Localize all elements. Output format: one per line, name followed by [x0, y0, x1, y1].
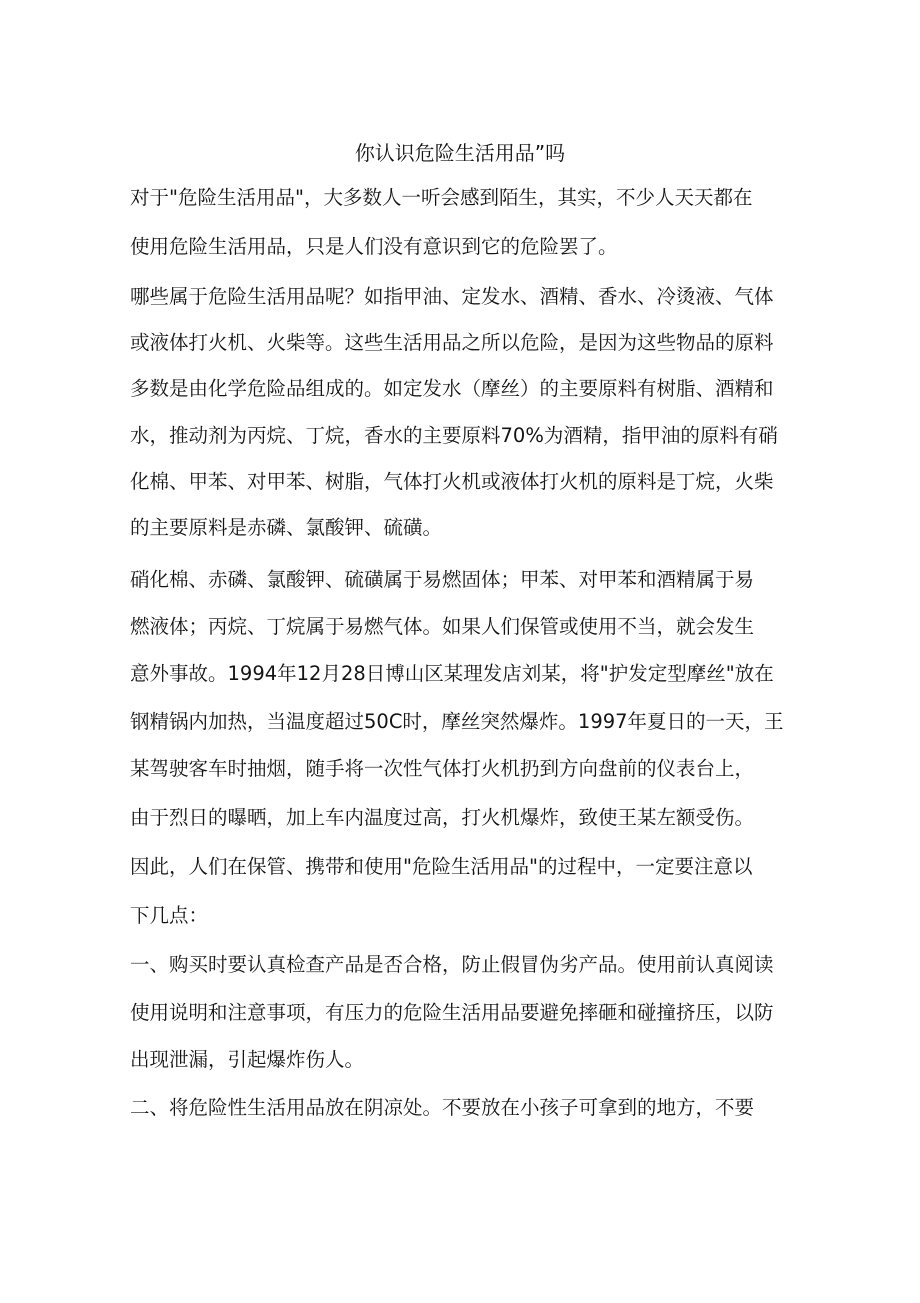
text-line: 使用说明和注意事项，有压力的危险生活用品要避免摔砸和碰撞挤压，以防	[130, 1001, 774, 1024]
text-line: 水，推动剂为丙烷、丁烷，香水的主要原料70%为酒精，指甲油的原料有硝	[130, 424, 778, 447]
text-line: 多数是由化学危险品组成的。如定发水（摩丝）的主要原料有树脂、酒精和	[130, 377, 774, 400]
text-line: 二、将危险性生活用品放在阴凉处。不要放在小孩子可拿到的地方，不要	[130, 1096, 755, 1119]
text-line: 使用危险生活用品，只是人们没有意识到它的危险罢了。	[130, 235, 618, 258]
text-line: 或液体打火机、火柴等。这些生活用品之所以危险，是因为这些物品的原料	[130, 331, 774, 354]
text-line: 哪些属于危险生活用品呢？如指甲油、定发水、酒精、香水、冷烫液、气体	[130, 285, 774, 308]
text-line: 化棉、甲苯、对甲苯、树脂，气体打火机或液体打火机的原料是丁烷，火柴	[130, 470, 774, 493]
text-line: 下几点：	[130, 904, 209, 927]
text-line: 硝化棉、赤磷、氯酸钾、硫磺属于易燃固体；甲苯、对甲苯和酒精属于易	[130, 568, 755, 591]
text-line: 一、购买时要认真检查产品是否合格，防止假冒伪劣产品。使用前认真阅读	[130, 953, 774, 976]
text-line: 意外事故。1994年12月28日博山区某理发店刘某，将"护发定型摩丝"放在	[130, 662, 774, 685]
text-line: 钢精锅内加热，当温度超过50C时，摩丝突然爆炸。1997年夏日的一天，王	[130, 710, 784, 733]
text-line: 燃液体；丙烷、丁烷属于易燃气体。如果人们保管或使用不当，就会发生	[130, 615, 755, 638]
text-line: 因此，人们在保管、携带和使用"危险生活用品"的过程中，一定要注意以	[130, 855, 753, 878]
text-line: 由于烈日的曝晒，加上车内温度过高，打火机爆炸，致使王某左额受伤。	[130, 806, 755, 829]
text-line: 出现泄漏，引起爆炸伤人。	[130, 1048, 365, 1071]
text-line: 对于"危险生活用品"，大多数人一听会感到陌生，其实，不少人天天都在	[130, 186, 753, 209]
text-line: 某驾驶客车时抽烟，随手将一次性气体打火机扔到方向盘前的仪表台上，	[130, 757, 755, 780]
document-title: 你认识危险生活用品”吗	[354, 141, 566, 165]
text-line: 的主要原料是赤磷、氯酸钾、硫磺。	[130, 516, 443, 539]
